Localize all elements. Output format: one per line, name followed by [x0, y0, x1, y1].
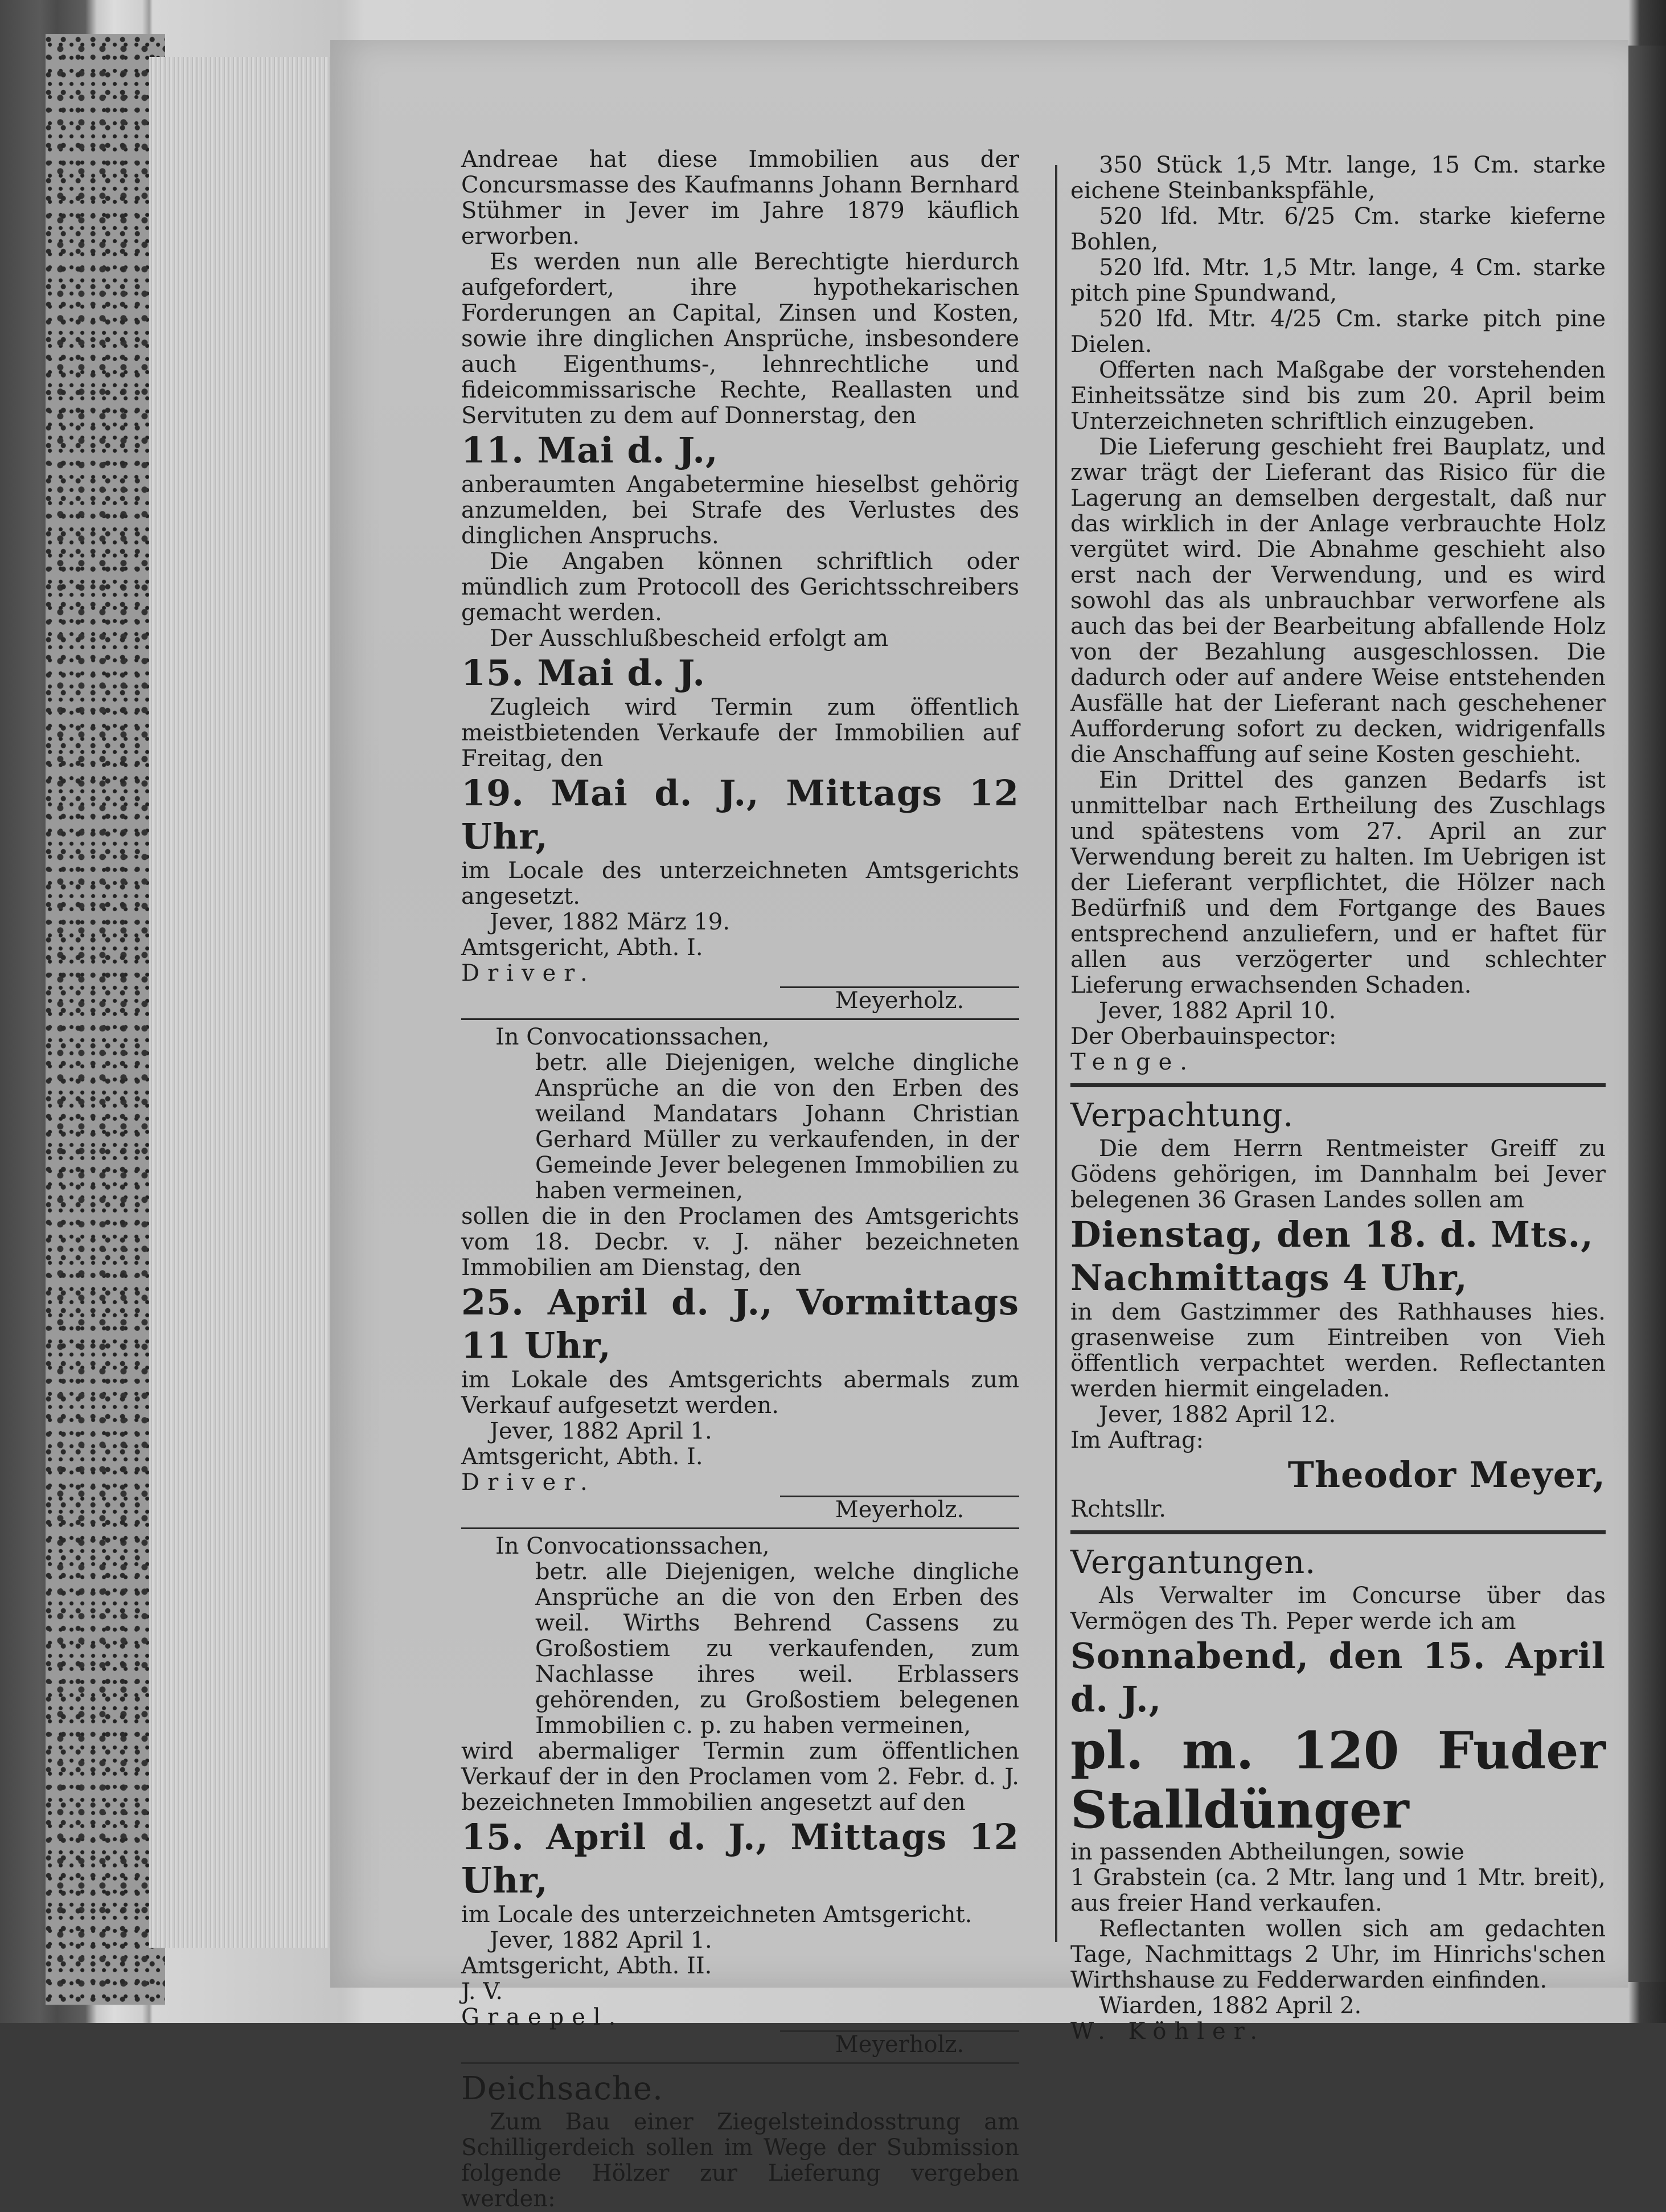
vergantungen-text: Reflectanten wollen sich am gedachten Tage, Nachmittags 2 Uhr, im Hinrichs'schen Wirthshause zu Fedderwarden einfinden. — [1070, 1916, 1606, 1993]
notice3-text: wird abermaliger Termin zum öffentlichen Verkauf der in den Proclamen vom 2. Febr. d. J. bezeichneten Immobilien angesetzt auf den — [461, 1738, 1019, 1816]
wood-item: 520 lfd. Mtr. 6/25 Cm. starke kieferne Bohlen, — [1070, 203, 1606, 255]
verpachtung-time: Nachmittags 4 Uhr, — [1070, 1257, 1468, 1298]
wood-item: 520 lfd. Mtr. 1,5 Mtr. lange, 4 Cm. starke pitch pine Spundwand, — [1070, 255, 1606, 306]
vergantungen-headline: pl. m. 120 Fuder Stalldünger — [1070, 1721, 1606, 1840]
notice2-head: In Convocationssachen, — [495, 1024, 770, 1050]
vergantungen-title: Vergantungen. — [1070, 1544, 1316, 1581]
notice2-place: Jever, 1882 April 1. — [490, 1418, 712, 1444]
notice1-date2: 15. Mai d. J. — [461, 652, 706, 694]
notice2-judge: Driver. — [461, 1469, 596, 1496]
notice3-betr: betr. alle Diejenigen, welche dingliche Ansprüche an die von den Erben des weil. Wirths Behrend Cassens zu Großostiem zu verkaufenden, zum Nachlasse ihres weil. Erblassers gehörenden, zu Großostiem belegenen Immobilien c. p. zu haben vermeinen, — [535, 1559, 1019, 1739]
deich-title-sign: Der Oberbauinspector: — [1070, 1023, 1337, 1050]
notice3-court: Amtsgericht, Abth. II. — [461, 1953, 712, 1979]
vergantungen-place: Wiarden, 1882 April 2. — [1099, 1993, 1362, 2019]
notice3-iv: J. V. — [461, 1978, 503, 2005]
column-divider — [1055, 165, 1057, 1942]
notice3-date: 15. April d. J., Mittags 12 Uhr, — [461, 1816, 1019, 1901]
verpachtung-text: in dem Gastzimmer des Rathhauses hies. grasenweise zum Eintreiben von Vieh öffentlich verpachtet werden. Reflectanten werden hiermit eingeladen. — [1070, 1299, 1606, 1402]
deich-sign: Tenge. — [1070, 1049, 1195, 1075]
notice2-court: Amtsgericht, Abth. I. — [461, 1444, 703, 1470]
wood-item: 520 lfd. Mtr. 4/25 Cm. starke pitch pine Dielen. — [1070, 306, 1606, 358]
deich-text: Ein Drittel des ganzen Bedarfs ist unmittelbar nach Ertheilung des Zuschlags und spätestens vom 27. April an zur Verwendung bereit zu halten. Im Uebrigen ist der Lieferant verpflichtet, die Hölzer nach Bedürfniß und dem Fortgange des Baues entsprechend anzuliefern, und er haftet für allen aus verzögerter und schlechter Lieferung erwachsenden Schaden. — [1070, 767, 1606, 998]
notice1-text: Der Ausschlußbescheid erfolgt am — [490, 625, 889, 652]
notice1-text: Andreae hat diese Immobilien aus der Concursmasse des Kaufmanns Johann Bernhard Stühmer in Jever im Jahre 1879 käuflich erworben. — [461, 146, 1019, 249]
notice3-text: im Locale des unterzeichneten Amtsgericht. — [461, 1902, 972, 1928]
verpachtung-signer: Theodor Meyer, — [1287, 1454, 1606, 1496]
notice3-head: In Convocationssachen, — [495, 1533, 770, 1559]
notice1-text: Zugleich wird Termin zum öffentlich meistbietenden Verkaufe der Immobilien auf Freitag, den — [461, 694, 1019, 772]
notice1-judge: Driver. — [461, 960, 596, 986]
notice2-date: 25. April d. J., Vormittags 11 Uhr, — [461, 1281, 1019, 1366]
verpachtung-place: Jever, 1882 April 12. — [1099, 1402, 1336, 1428]
notice1-clerk-line — [461, 986, 1019, 1014]
deichsache-text: Zum Bau einer Ziegelsteindosstrung am Schilligerdeich sollen im Wege der Submission folgende Hölzer zur Lieferung vergeben werden: — [461, 2109, 1019, 2212]
deich-text: Die Lieferung geschieht frei Bauplatz, und zwar trägt der Lieferant das Risico für die Lagerung an demselben dergestalt, daß nur das wirklich in der Anlage verbrauchte Holz vergütet wird. Die Abnahme geschieht also erst nach der Verwendung, und es wird sowohl das als unbrauchbar verworfene als auch das bei der Bearbeitung abfallende Holz von der Bezahlung ausgeschlossen. Die dadurch oder auf andere Weise entstehenden Ausfälle hat der Lieferant nach geschehener Aufforderung sofort zu decken, widrigenfalls die Anschaffung auf seine Kosten geschieht. — [1070, 434, 1606, 768]
notice1-text: Die Angaben können schriftlich oder mündlich zum Protocoll des Gerichtsschreibers gemacht werden. — [461, 548, 1019, 626]
deich-text: Offerten nach Maßgabe der vorstehenden Einheitssätze sind bis zum 20. April beim Unterzeichneten schriftlich einzugeben. — [1070, 357, 1606, 435]
notice3-judge: Graepel. — [461, 2004, 624, 2030]
notice1-place: Jever, 1882 März 19. — [490, 909, 730, 935]
verpachtung-role: Rchtsllr. — [1070, 1496, 1166, 1522]
right-column — [1070, 153, 1606, 2045]
verpachtung-title: Verpachtung. — [1070, 1097, 1294, 1134]
vergantungen-text: Als Verwalter im Concurse über das Vermögen des Th. Peper werde ich am — [1070, 1583, 1606, 1635]
facing-page-shadow — [1628, 46, 1666, 1982]
wood-item: 350 Stück 1,5 Mtr. lange, 15 Cm. starke eichene Steinbankspfähle, — [1070, 152, 1606, 204]
vergantungen-sign: W. Köhler. — [1070, 2018, 1266, 2045]
notice1-text: anberaumten Angabetermine hieselbst gehörig anzumelden, bei Strafe des Verlustes des dinglichen Anspruchs. — [461, 472, 1019, 549]
separator — [461, 1527, 1019, 1529]
notice1-date1: 11. Mai d. J., — [461, 429, 719, 471]
verpachtung-text: Die dem Herrn Rentmeister Greiff zu Gödens gehörigen, im Dannhalm bei Jever belegenen 36 Grasen Landes sollen am — [1070, 1136, 1606, 1213]
notice2-clerk-line — [461, 1496, 1019, 1523]
notice3-place: Jever, 1882 April 1. — [490, 1927, 712, 1953]
separator — [1070, 1083, 1606, 1087]
separator — [1070, 1530, 1606, 1534]
notice2-text: im Lokale des Amtsgerichts abermals zum Verkauf aufgesetzt werden. — [461, 1367, 1019, 1419]
notice1-call: Es werden nun alle Berechtigte hierdurch aufgefordert, ihre hypothekarischen Forderungen an Capital, Zinsen und Kosten, sowie ihre dinglichen Ansprüche, insbesondere auch Eigenthums-, lehnrechtliche und fideicommissarische Rechte, Reallasten und Servituten zu dem auf Donnerstag, den — [461, 249, 1019, 429]
verpachtung-date: Dienstag, den 18. d. Mts., — [1070, 1214, 1594, 1255]
deichsache-title: Deichsache. — [461, 2070, 663, 2107]
verpachtung-auftrag: Im Auftrag: — [1070, 1427, 1204, 1453]
book-cover-edge — [46, 34, 165, 2005]
left-column — [461, 147, 1019, 2212]
vergantungen-text: in passenden Abtheilungen, sowie — [1070, 1839, 1464, 1865]
notice3-clerk-line — [461, 2030, 1019, 2058]
notice1-date3: 19. Mai d. J., Mittags 12 Uhr, — [461, 772, 1019, 857]
notice2-text: sollen die in den Proclamen des Amtsgerichts vom 18. Decbr. v. J. näher bezeichneten Immobilien am Dienstag, den — [461, 1203, 1019, 1281]
notice3-clerk: Meyerholz. — [780, 2030, 1019, 2058]
vergantungen-date: Sonnabend, den 15. April d. J., — [1070, 1635, 1606, 1720]
separator — [461, 1018, 1019, 1020]
notice2-clerk: Meyerholz. — [780, 1496, 1019, 1523]
notice1-text: im Locale des unterzeichneten Amtsgerichts angesetzt. — [461, 858, 1019, 910]
vergantungen-text: 1 Grabstein (ca. 2 Mtr. lang und 1 Mtr. breit), aus freier Hand verkaufen. — [1070, 1865, 1606, 1916]
notice1-clerk: Meyerholz. — [780, 986, 1019, 1014]
notice1-court: Amtsgericht, Abth. I. — [461, 935, 703, 961]
deich-place: Jever, 1882 April 10. — [1099, 998, 1336, 1024]
separator — [461, 2062, 1019, 2064]
page-stack-edges — [149, 57, 331, 1948]
notice2-betr: betr. alle Diejenigen, welche dingliche Ansprüche an die von den Erben des weiland Mandatars Johann Christian Gerhard Müller zu verkaufenden, in der Gemeinde Jever belegenen Immobilien zu haben vermeinen, — [535, 1050, 1019, 1204]
